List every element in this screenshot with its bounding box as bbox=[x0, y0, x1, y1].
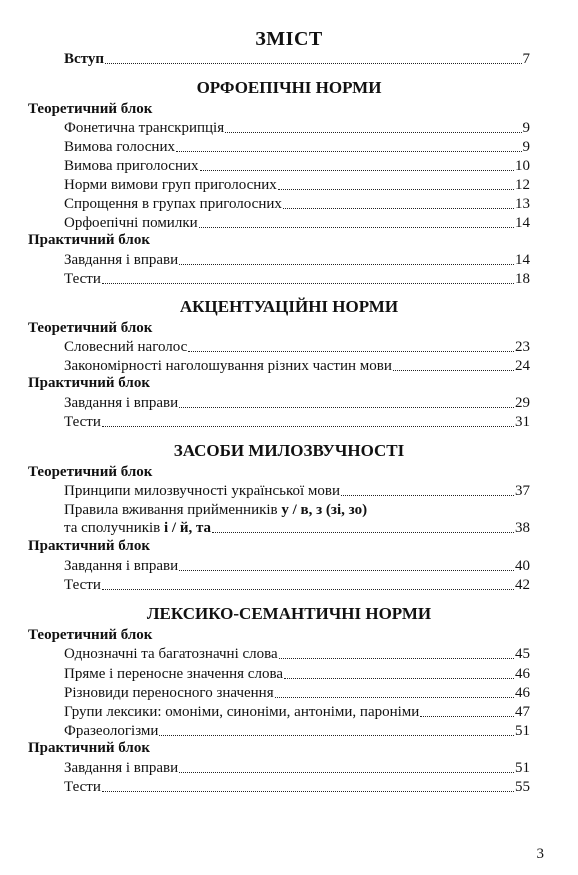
toc-entry-page: 47 bbox=[515, 704, 530, 720]
dot-leader bbox=[225, 132, 521, 133]
page-number: 3 bbox=[536, 846, 544, 862]
toc-entry-page: 7 bbox=[522, 51, 530, 67]
toc-entry-line bbox=[64, 501, 530, 519]
toc-entry bbox=[64, 722, 530, 740]
toc-entry-page: 51 bbox=[515, 760, 530, 776]
toc-entry-label: Однозначні та багатозначні слова bbox=[64, 646, 278, 662]
toc-entry-page: 23 bbox=[515, 339, 530, 355]
toc-entry-page: 10 bbox=[515, 158, 530, 174]
dot-leader bbox=[105, 63, 522, 64]
toc-entry-label: Тести bbox=[64, 577, 101, 593]
toc-entry-label: Завдання і вправи bbox=[64, 252, 179, 268]
toc-entry bbox=[64, 394, 530, 412]
toc-entry bbox=[64, 413, 530, 431]
toc-entry-page: 13 bbox=[515, 196, 530, 212]
toc-entry-page: 14 bbox=[515, 252, 530, 268]
dot-leader bbox=[179, 570, 514, 571]
toc-entry-page: 18 bbox=[515, 271, 530, 287]
toc-entry bbox=[64, 665, 530, 683]
toc-entry bbox=[64, 482, 530, 500]
toc-entry-label: Словесний наголос bbox=[64, 339, 188, 355]
dot-leader bbox=[176, 151, 522, 152]
toc-entry-page: 29 bbox=[515, 395, 530, 411]
practice-block-label: Практичний блок bbox=[28, 538, 150, 554]
dot-leader bbox=[283, 208, 514, 209]
toc-entry-page: 40 bbox=[515, 558, 530, 574]
toc-entry-label: Фонетична транскрипція bbox=[64, 120, 225, 136]
toc-entry-label: Завдання і вправи bbox=[64, 558, 179, 574]
theory-block-label: Теоретичний блок bbox=[28, 320, 153, 336]
toc-entry-label: Пряме і переносне значення слова bbox=[64, 666, 283, 682]
dot-leader bbox=[102, 426, 514, 427]
toc-entry-page: 14 bbox=[515, 215, 530, 231]
toc-entry-label: Завдання і вправи bbox=[64, 760, 179, 776]
toc-entry bbox=[64, 684, 530, 702]
toc-entry-page: 51 bbox=[515, 723, 530, 739]
toc-entry-intro bbox=[64, 50, 530, 68]
dot-leader bbox=[179, 407, 514, 408]
dot-leader bbox=[279, 658, 514, 659]
toc-entry-page: 46 bbox=[515, 685, 530, 701]
toc-entry-label: Тести bbox=[64, 779, 101, 795]
practice-block-label: Практичний блок bbox=[28, 375, 150, 391]
toc-entry-label: Принципи милозвучності української мови bbox=[64, 483, 341, 499]
toc-entry-label: Групи лексики: омоніми, синоніми, антоніми, пароніми bbox=[64, 704, 420, 720]
toc-entry-label: Вступ bbox=[64, 51, 104, 67]
theory-block-label: Теоретичний блок bbox=[28, 464, 153, 480]
practice-block-label: Практичний блок bbox=[28, 232, 150, 248]
toc-entry-label-bold: у / в, з (зі, зо) bbox=[281, 502, 368, 518]
dot-leader bbox=[200, 170, 514, 171]
dot-leader bbox=[278, 189, 514, 190]
dot-leader bbox=[284, 678, 514, 679]
toc-entry-label: Норми вимови груп приголосних bbox=[64, 177, 277, 193]
toc-entry bbox=[64, 214, 530, 232]
toc-entry-page: 45 bbox=[515, 646, 530, 662]
page-title: ЗМІСТ bbox=[255, 28, 323, 50]
toc-entry-page: 9 bbox=[522, 139, 530, 155]
toc-entry bbox=[64, 138, 530, 156]
toc-entry bbox=[64, 195, 530, 213]
toc-entry bbox=[64, 759, 530, 777]
toc-entry-label: Завдання і вправи bbox=[64, 395, 179, 411]
toc-entry-page: 38 bbox=[515, 520, 530, 536]
dot-leader bbox=[212, 532, 514, 533]
toc-entry-label: Спрощення в групах приголосних bbox=[64, 196, 282, 212]
toc-entry bbox=[64, 176, 530, 194]
toc-entry-page: 9 bbox=[522, 120, 530, 136]
toc-entry-page: 24 bbox=[515, 358, 530, 374]
toc-entry bbox=[64, 778, 530, 796]
practice-block-label: Практичний блок bbox=[28, 740, 150, 756]
toc-entry bbox=[64, 557, 530, 575]
dot-leader bbox=[102, 589, 514, 590]
section-heading: ОРФОЕПІЧНІ НОРМИ bbox=[196, 78, 382, 97]
toc-entry bbox=[64, 576, 530, 594]
toc-entry bbox=[64, 338, 530, 356]
toc-entry-label-bold: і / й, та bbox=[164, 520, 212, 536]
toc-entry-label: Різновиди переносного значення bbox=[64, 685, 274, 701]
toc-entry-multiline bbox=[64, 501, 530, 537]
toc-entry bbox=[64, 357, 530, 375]
section-heading: ЗАСОБИ МИЛОЗВУЧНОСТІ bbox=[173, 441, 405, 460]
toc-entry-page: 42 bbox=[515, 577, 530, 593]
dot-leader bbox=[102, 283, 514, 284]
dot-leader bbox=[199, 227, 514, 228]
dot-leader bbox=[275, 697, 514, 698]
dot-leader bbox=[102, 791, 514, 792]
section-heading: АКЦЕНТУАЦІЙНІ НОРМИ bbox=[179, 297, 399, 316]
dot-leader bbox=[420, 716, 514, 717]
toc-entry-label: Тести bbox=[64, 271, 101, 287]
toc-entry bbox=[64, 270, 530, 288]
dot-leader bbox=[179, 772, 514, 773]
toc-entry-label: та сполучників bbox=[64, 520, 165, 536]
toc-entry-page: 12 bbox=[515, 177, 530, 193]
toc-entry-page: 31 bbox=[515, 414, 530, 430]
toc-entry bbox=[64, 251, 530, 269]
toc-entry-line bbox=[64, 519, 530, 537]
toc-entry-label: Тести bbox=[64, 414, 101, 430]
toc-entry-page: 37 bbox=[515, 483, 530, 499]
toc-entry-label: Фразеологізми bbox=[64, 723, 159, 739]
toc-entry-label: Правила вживання прийменників bbox=[64, 502, 282, 518]
dot-leader bbox=[159, 735, 514, 736]
toc-entry-page: 46 bbox=[515, 666, 530, 682]
toc-entry-page: 55 bbox=[515, 779, 530, 795]
toc-entry-label: Закономірності наголошування різних частин мови bbox=[64, 358, 392, 374]
dot-leader bbox=[393, 370, 514, 371]
toc-entry bbox=[64, 703, 530, 721]
dot-leader bbox=[179, 264, 514, 265]
theory-block-label: Теоретичний блок bbox=[28, 627, 153, 643]
toc-entry-label: Вимова приголосних bbox=[64, 158, 199, 174]
section-heading: ЛЕКСИКО-СЕМАНТИЧНІ НОРМИ bbox=[146, 604, 432, 623]
theory-block-label: Теоретичний блок bbox=[28, 101, 153, 117]
toc-entry bbox=[64, 157, 530, 175]
toc-entry bbox=[64, 645, 530, 663]
toc-entry bbox=[64, 119, 530, 137]
dot-leader bbox=[188, 351, 514, 352]
dot-leader bbox=[341, 495, 514, 496]
toc-entry-label: Вимова голосних bbox=[64, 139, 175, 155]
toc-entry-label: Орфоепічні помилки bbox=[64, 215, 198, 231]
